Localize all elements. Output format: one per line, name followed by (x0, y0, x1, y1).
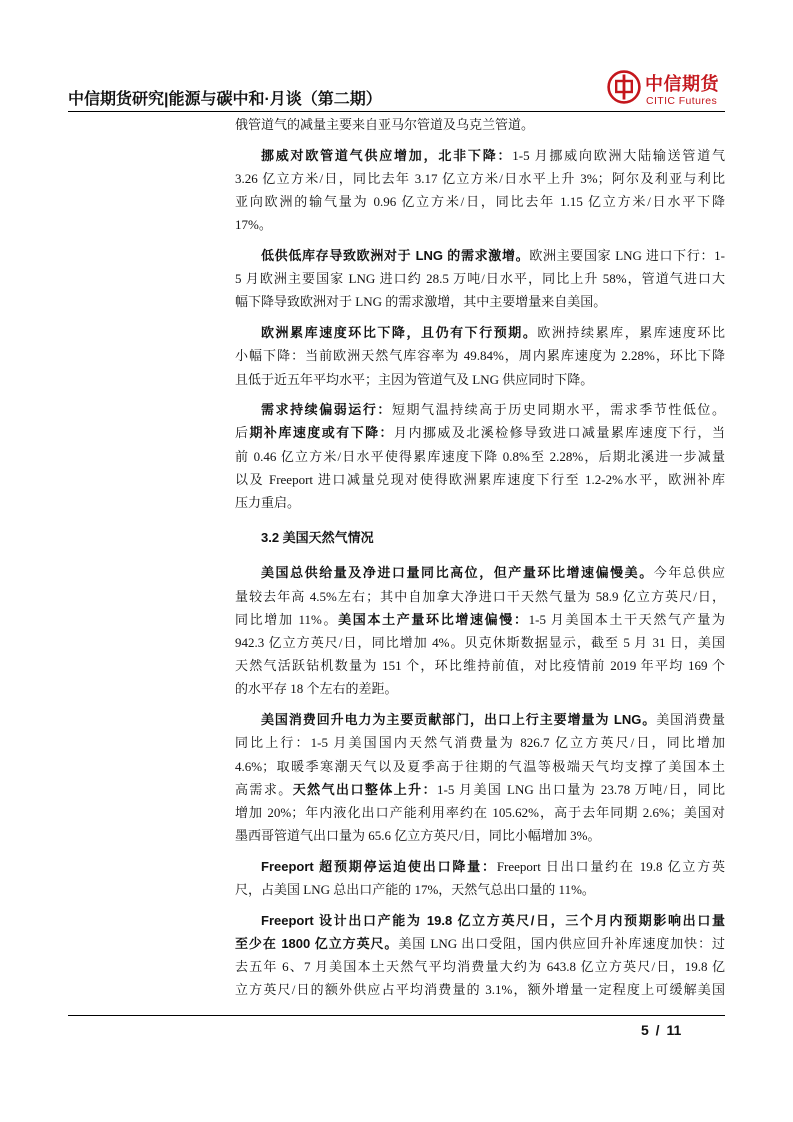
paragraph (235, 855, 725, 901)
body-text: 同比增加 11%。 (235, 611, 339, 627)
continued-text-block (235, 113, 725, 136)
body-text: 1-5 月美国本土干天然气产量为 (528, 611, 725, 627)
bold-lead-text: 美国消费回升电力为主要贡献部门，出口上行主要增量为 LNG。 (261, 712, 657, 728)
text-line (235, 585, 725, 608)
body-text: 尺，占美国 LNG 总出口产能的 17%，天然气总出口量的 11%。 (235, 882, 595, 898)
us-natural-gas-section (235, 526, 725, 1001)
text-line (235, 824, 725, 847)
bold-lead-text: 至少在 1800 亿立方英尺。 (235, 936, 399, 951)
brand-name-cn: 中信期货 (645, 74, 719, 94)
body-text: 小幅下降：当前欧洲天然气库容率为 49.84%，周内累库速度为 2.28%，环比下降 (235, 348, 725, 364)
body-text: 月内挪威及北溪检修导致进口减量累库速度下行，当 (394, 425, 725, 441)
text-line (235, 267, 725, 290)
body-text: 美国 LNG 出口受阻，国内供应回升补库速度加快：过 (398, 936, 725, 951)
bold-lead-text: Freeport 设计出口产能为 19.8 亿立方英尺/日，三个月内预期影响出口量 (261, 912, 725, 928)
body-text: 的水平存 18 个左右的差距。 (235, 681, 398, 697)
body-text: 前 0.46 亿立方米/日水平使得累库速度下降 0.8%至 2.28%，后期北溪进一步减量 (235, 448, 725, 464)
text-line (235, 190, 725, 213)
text-line (235, 167, 725, 190)
text-line (235, 244, 725, 267)
body-text: 短期气温持续高于历史同期水平，需求季节性低位。 (391, 402, 725, 418)
paragraph (235, 244, 725, 314)
bold-lead-text: 需求持续偏弱运行： (261, 402, 392, 418)
body-text: 天然气活跃钻机数量为 151 个，环比维持前值，对比疫情前 2019 年平均 169 个 (235, 658, 725, 674)
body-text: 高需求。 (235, 781, 293, 797)
bold-lead-text: 欧洲累库速度环比下降，且仍有下行预期。 (261, 325, 538, 341)
paragraph (235, 144, 725, 237)
header-rule (68, 111, 725, 112)
text-line (235, 608, 725, 631)
text-line (235, 491, 725, 514)
body-text: 压力重启。 (235, 495, 301, 511)
body-text: 今年总供应 (653, 565, 725, 581)
paragraph (235, 321, 725, 391)
europe-paragraphs (235, 144, 725, 515)
text-line (235, 955, 725, 978)
text-line (235, 978, 725, 1001)
bold-lead-text: 低供低库存导致欧洲对于 LNG 的需求激增。 (261, 248, 530, 264)
body-text: 量较去年高 4.5%左右；其中自加拿大净进口干天然气量为 58.9 亿立方英尺/日， (235, 588, 725, 604)
text-line (235, 677, 725, 700)
bold-lead-text: 美国总供给量及净进口量同比高位，但产量环比增速偏慢美。 (261, 565, 654, 581)
text-line (235, 932, 725, 955)
text-line (235, 344, 725, 367)
body-text: 增加 20%；年内液化出口产能利用率约在 105.62%，高于去年同期 2.6%；美国对 (235, 804, 725, 820)
body-text: 去五年 6、7 月美国本土天然气平均消费量大约为 643.8 亿立方英尺/日，19.8 亿 (235, 959, 725, 975)
brand-name-en: CITIC Futures (646, 95, 718, 107)
text-line (235, 213, 725, 236)
text-line (235, 755, 725, 778)
text-line (235, 855, 725, 878)
body-text: 17%。 (235, 217, 272, 233)
body-text: 且低于近五年平均水平；主因为管道气及 LNG 供应同时下降。 (235, 371, 594, 387)
text-line (235, 708, 725, 731)
text-line (235, 321, 725, 344)
body-text: 墨西哥管道气出口量为 65.6 亿立方英尺/日，同比小幅增加 3%。 (235, 828, 601, 844)
footer-rule (68, 1015, 725, 1016)
body-text: 后 (235, 425, 250, 441)
text-line (235, 368, 725, 391)
bold-lead-text: 天然气出口整体上升： (292, 781, 438, 797)
body-text: 1-5 月挪威向欧洲大陆输送管道气 (512, 147, 725, 163)
body-text: 1-5 月美国 LNG 出口量为 23.78 万吨/日，同比 (437, 781, 725, 797)
body-text: 亚向欧洲的输气量为 0.96 亿立方米/日，同比去年 1.15 亿立方米/日水平下降 (235, 194, 725, 210)
body-text: 立方英尺/日的额外供应占平均消费量的 3.1%，额外增量一定程度上可缓解美国 (235, 982, 725, 998)
paragraph (235, 708, 725, 847)
paragraph (235, 398, 725, 514)
text-line (235, 445, 725, 468)
paragraph (235, 113, 725, 136)
text-line (235, 801, 725, 824)
bold-lead-text: Freeport 超预期停运迫使出口降量： (261, 858, 497, 874)
body-text: 美国消费量 (656, 712, 725, 728)
bold-lead-text: 挪威对欧管道气供应增加，北非下降： (261, 147, 513, 163)
body-text: 942.3 亿立方英尺/日，同比增加 4%。贝克休斯数据显示，截至 5 月 31 日，美国 (235, 635, 725, 651)
document-body (235, 113, 725, 1002)
body-text: 5 月欧洲主要国家 LNG 进口约 28.5 万吨/日水平，同比上升 58%，管道气进口大 (235, 271, 725, 287)
text-line (235, 909, 725, 932)
text-line (235, 144, 725, 167)
text-line (235, 878, 725, 901)
citic-logo-icon (607, 70, 641, 104)
body-text: 4.6%；取暖季寒潮天气以及夏季高于往期的气温等极端天气均支撑了美国本土 (235, 758, 725, 774)
text-line (235, 654, 725, 677)
section-heading: 3.2 美国天然气情况 (261, 530, 374, 546)
text-line (235, 113, 725, 136)
report-header-title: 中信期货研究|能源与碳中和·月谈（第二期） (68, 91, 382, 108)
text-line (235, 290, 725, 313)
bold-lead-text: 美国本土产量环比增速偏慢： (338, 611, 529, 627)
text-line (235, 561, 725, 584)
text-line (235, 398, 725, 421)
body-text: Freeport 日出口量约在 19.8 亿立方英 (496, 858, 726, 874)
body-text: 同比上行：1-5 月美国国内天然气消费量为 826.7 亿立方英尺/日，同比增加 (235, 735, 725, 751)
text-line (235, 631, 725, 654)
paragraph (235, 909, 725, 1002)
text-line (235, 778, 725, 801)
body-text: 幅下降导致欧洲对于 LNG 的需求激增，其中主要增量来自美国。 (235, 294, 607, 310)
page-number: 5 / 11 (641, 1022, 682, 1038)
paragraph (235, 561, 725, 700)
body-text: 俄管道气的减量主要来自亚马尔管道及乌克兰管道。 (235, 117, 535, 132)
body-text: 欧洲持续累库，累库速度环比 (537, 325, 725, 341)
us-paragraphs (235, 561, 725, 1001)
text-line (235, 731, 725, 754)
body-text: 以及 Freeport 进口减量兑现对使得欧洲累库速度下行至 1.2-2%水平，欧洲补库 (235, 471, 725, 487)
text-line (235, 468, 725, 491)
body-text: 欧洲主要国家 LNG 进口下行：1- (529, 248, 726, 264)
body-text: 3.26 亿立方米/日，同比去年 3.17 亿立方米/日水平上升 3%；阿尔及利亚与利比 (235, 170, 725, 186)
bold-lead-text: 期补库速度或有下降： (249, 425, 395, 441)
text-line (235, 421, 725, 444)
